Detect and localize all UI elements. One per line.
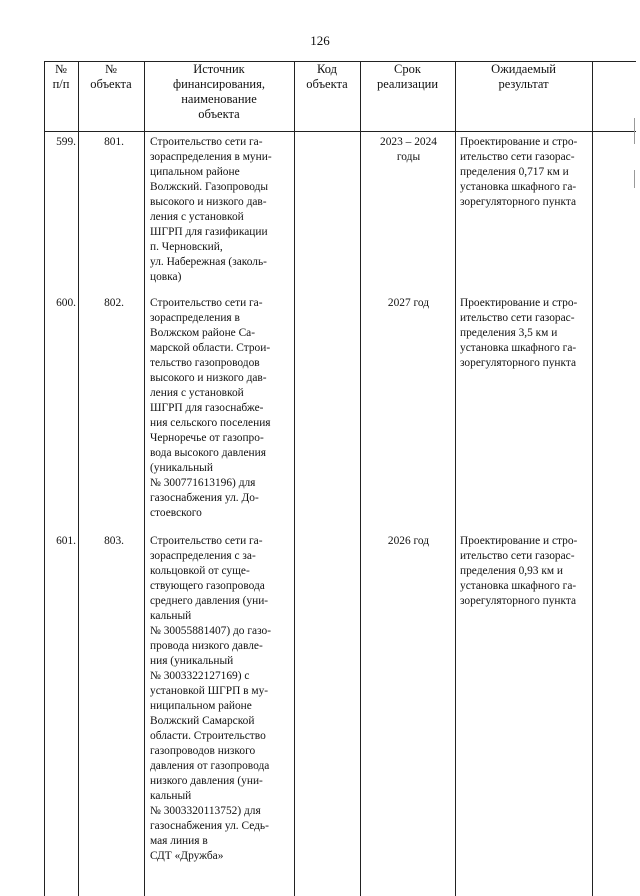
text-line: среднего давления (уни- bbox=[150, 595, 269, 607]
text-line: Волжском районе Са- bbox=[150, 327, 256, 339]
header-text: Срок bbox=[394, 62, 421, 76]
header-text: Ожидаемый bbox=[491, 62, 556, 76]
row-pp: 599. bbox=[56, 136, 76, 148]
row-object-no: 801. bbox=[104, 136, 124, 148]
text-line: ительство сети газорас- bbox=[460, 151, 575, 163]
text-line: СДТ «Дружба» bbox=[150, 850, 224, 862]
text-line: Волжский Самарской bbox=[150, 715, 255, 727]
text-line: годы bbox=[396, 151, 421, 163]
grid-line bbox=[592, 61, 593, 896]
text-line: провода низкого давле- bbox=[150, 640, 263, 652]
text-line: кольцовкой от суще- bbox=[150, 565, 250, 577]
grid-line bbox=[44, 61, 45, 896]
text-line: зорегуляторного пункта bbox=[460, 196, 577, 208]
row-pp: 601. bbox=[56, 535, 76, 547]
row-object-name bbox=[150, 534, 292, 864]
text-line: 2027 год bbox=[387, 297, 430, 309]
text-line: Строительство сети га- bbox=[150, 535, 263, 547]
text-line: Строительство сети га- bbox=[150, 297, 263, 309]
text-line: высокого и низкого дав- bbox=[150, 196, 267, 208]
grid-line bbox=[455, 61, 456, 896]
header-expected-result bbox=[455, 62, 592, 132]
header-text: реализации bbox=[376, 77, 439, 91]
header-text: финансирования, bbox=[173, 77, 265, 91]
header-text: п/п bbox=[52, 77, 70, 91]
grid-line bbox=[78, 61, 79, 896]
header-text: № bbox=[55, 62, 67, 76]
header-object-code bbox=[294, 62, 360, 132]
text-line: ШГРП для газоснабже- bbox=[150, 402, 264, 414]
header-object-no bbox=[78, 62, 144, 132]
text-line: мая линия в bbox=[150, 835, 208, 847]
row-object-no: 803. bbox=[104, 535, 124, 547]
text-line: ления с установкой bbox=[150, 387, 244, 399]
text-line: пределения 0,93 км и bbox=[460, 565, 564, 577]
text-line: газоснабжения ул. До- bbox=[150, 492, 259, 504]
header-text: наименование bbox=[181, 92, 257, 106]
text-line: Проектирование и стро- bbox=[460, 136, 578, 148]
row-term bbox=[362, 135, 455, 165]
text-line: ительство сети газорас- bbox=[460, 550, 575, 562]
text-line: давления от газопровода bbox=[150, 760, 270, 772]
text-line: Проектирование и стро- bbox=[460, 535, 578, 547]
text-line: низкого давления (уни- bbox=[150, 775, 263, 787]
text-line: пределения 0,717 км и bbox=[460, 166, 569, 178]
row-object-name bbox=[150, 296, 292, 521]
text-line: газоснабжения ул. Седь- bbox=[150, 820, 269, 832]
header-source-name bbox=[144, 62, 294, 132]
header-text: объекта bbox=[198, 107, 240, 121]
text-line: области. Строительство bbox=[150, 730, 266, 742]
header-text: результат bbox=[498, 77, 549, 91]
row-object-no: 802. bbox=[104, 297, 124, 309]
text-line: ШГРП для газификации bbox=[150, 226, 268, 238]
text-line: зораспределения с за- bbox=[150, 550, 256, 562]
text-line: № 300771613196) для bbox=[150, 477, 256, 489]
text-line: кальный bbox=[150, 610, 192, 622]
text-line: Волжский. Газопроводы bbox=[150, 181, 269, 193]
row-expected-result bbox=[460, 135, 592, 210]
header-text: № bbox=[105, 62, 117, 76]
text-line: № 30055881407) до газо- bbox=[150, 625, 271, 637]
header-text: объекта bbox=[306, 77, 348, 91]
text-line: установка шкафного га- bbox=[460, 342, 577, 354]
header-term bbox=[360, 62, 455, 132]
grid-line bbox=[144, 61, 145, 896]
text-line: зораспределения в bbox=[150, 312, 240, 324]
header-text: объекта bbox=[90, 77, 132, 91]
text-line: зораспределения в муни- bbox=[150, 151, 272, 163]
text-line: вода высокого давления bbox=[150, 447, 266, 459]
text-line: зорегуляторного пункта bbox=[460, 595, 577, 607]
scan-mark bbox=[634, 118, 635, 144]
text-line: ния (уникальный bbox=[150, 655, 234, 667]
header-pp bbox=[44, 62, 78, 132]
text-line: установка шкафного га- bbox=[460, 580, 577, 592]
row-pp: 600. bbox=[56, 297, 76, 309]
page-number: 126 bbox=[310, 33, 330, 48]
text-line: марской области. Строи- bbox=[150, 342, 271, 354]
text-line: установка шкафного га- bbox=[460, 181, 577, 193]
row-expected-result bbox=[460, 534, 592, 609]
text-line: Строительство сети га- bbox=[150, 136, 263, 148]
row-term bbox=[362, 534, 455, 549]
text-line: 2023 – 2024 bbox=[380, 136, 437, 148]
header-text: Источник bbox=[193, 62, 245, 76]
text-line: Черноречье от газопро- bbox=[150, 432, 264, 444]
text-line: № 3003320113752) для bbox=[150, 805, 261, 817]
text-line: ния сельского поселения bbox=[150, 417, 271, 429]
text-line: установкой ШГРП в му- bbox=[150, 685, 269, 697]
text-line: зорегуляторного пункта bbox=[460, 357, 577, 369]
text-line: ительство сети газорас- bbox=[460, 312, 575, 324]
text-line: ствующего газопровода bbox=[150, 580, 265, 592]
row-object-name bbox=[150, 135, 292, 285]
text-line: Проектирование и стро- bbox=[460, 297, 578, 309]
text-line: ниципальном районе bbox=[150, 700, 252, 712]
row-term bbox=[362, 296, 455, 311]
text-line: п. Черновский, bbox=[150, 241, 223, 253]
text-line: 2026 год bbox=[387, 535, 430, 547]
text-line: газопроводов низкого bbox=[150, 745, 256, 757]
text-line: ул. Набережная (заколь- bbox=[150, 256, 267, 268]
text-line: (уникальный bbox=[150, 462, 213, 474]
scan-mark bbox=[634, 170, 635, 188]
grid-line bbox=[360, 61, 361, 896]
header-text: Код bbox=[317, 62, 337, 76]
grid-line bbox=[294, 61, 295, 896]
text-line: № 3003322127169) с bbox=[150, 670, 250, 682]
text-line: стоевского bbox=[150, 507, 202, 519]
text-line: ципальном районе bbox=[150, 166, 240, 178]
text-line: ления с установкой bbox=[150, 211, 244, 223]
row-expected-result bbox=[460, 296, 592, 371]
text-line: цовка) bbox=[150, 271, 182, 283]
text-line: пределения 3,5 км и bbox=[460, 327, 558, 339]
text-line: высокого и низкого дав- bbox=[150, 372, 267, 384]
text-line: кальный bbox=[150, 790, 192, 802]
text-line: тельство газопроводов bbox=[150, 357, 260, 369]
